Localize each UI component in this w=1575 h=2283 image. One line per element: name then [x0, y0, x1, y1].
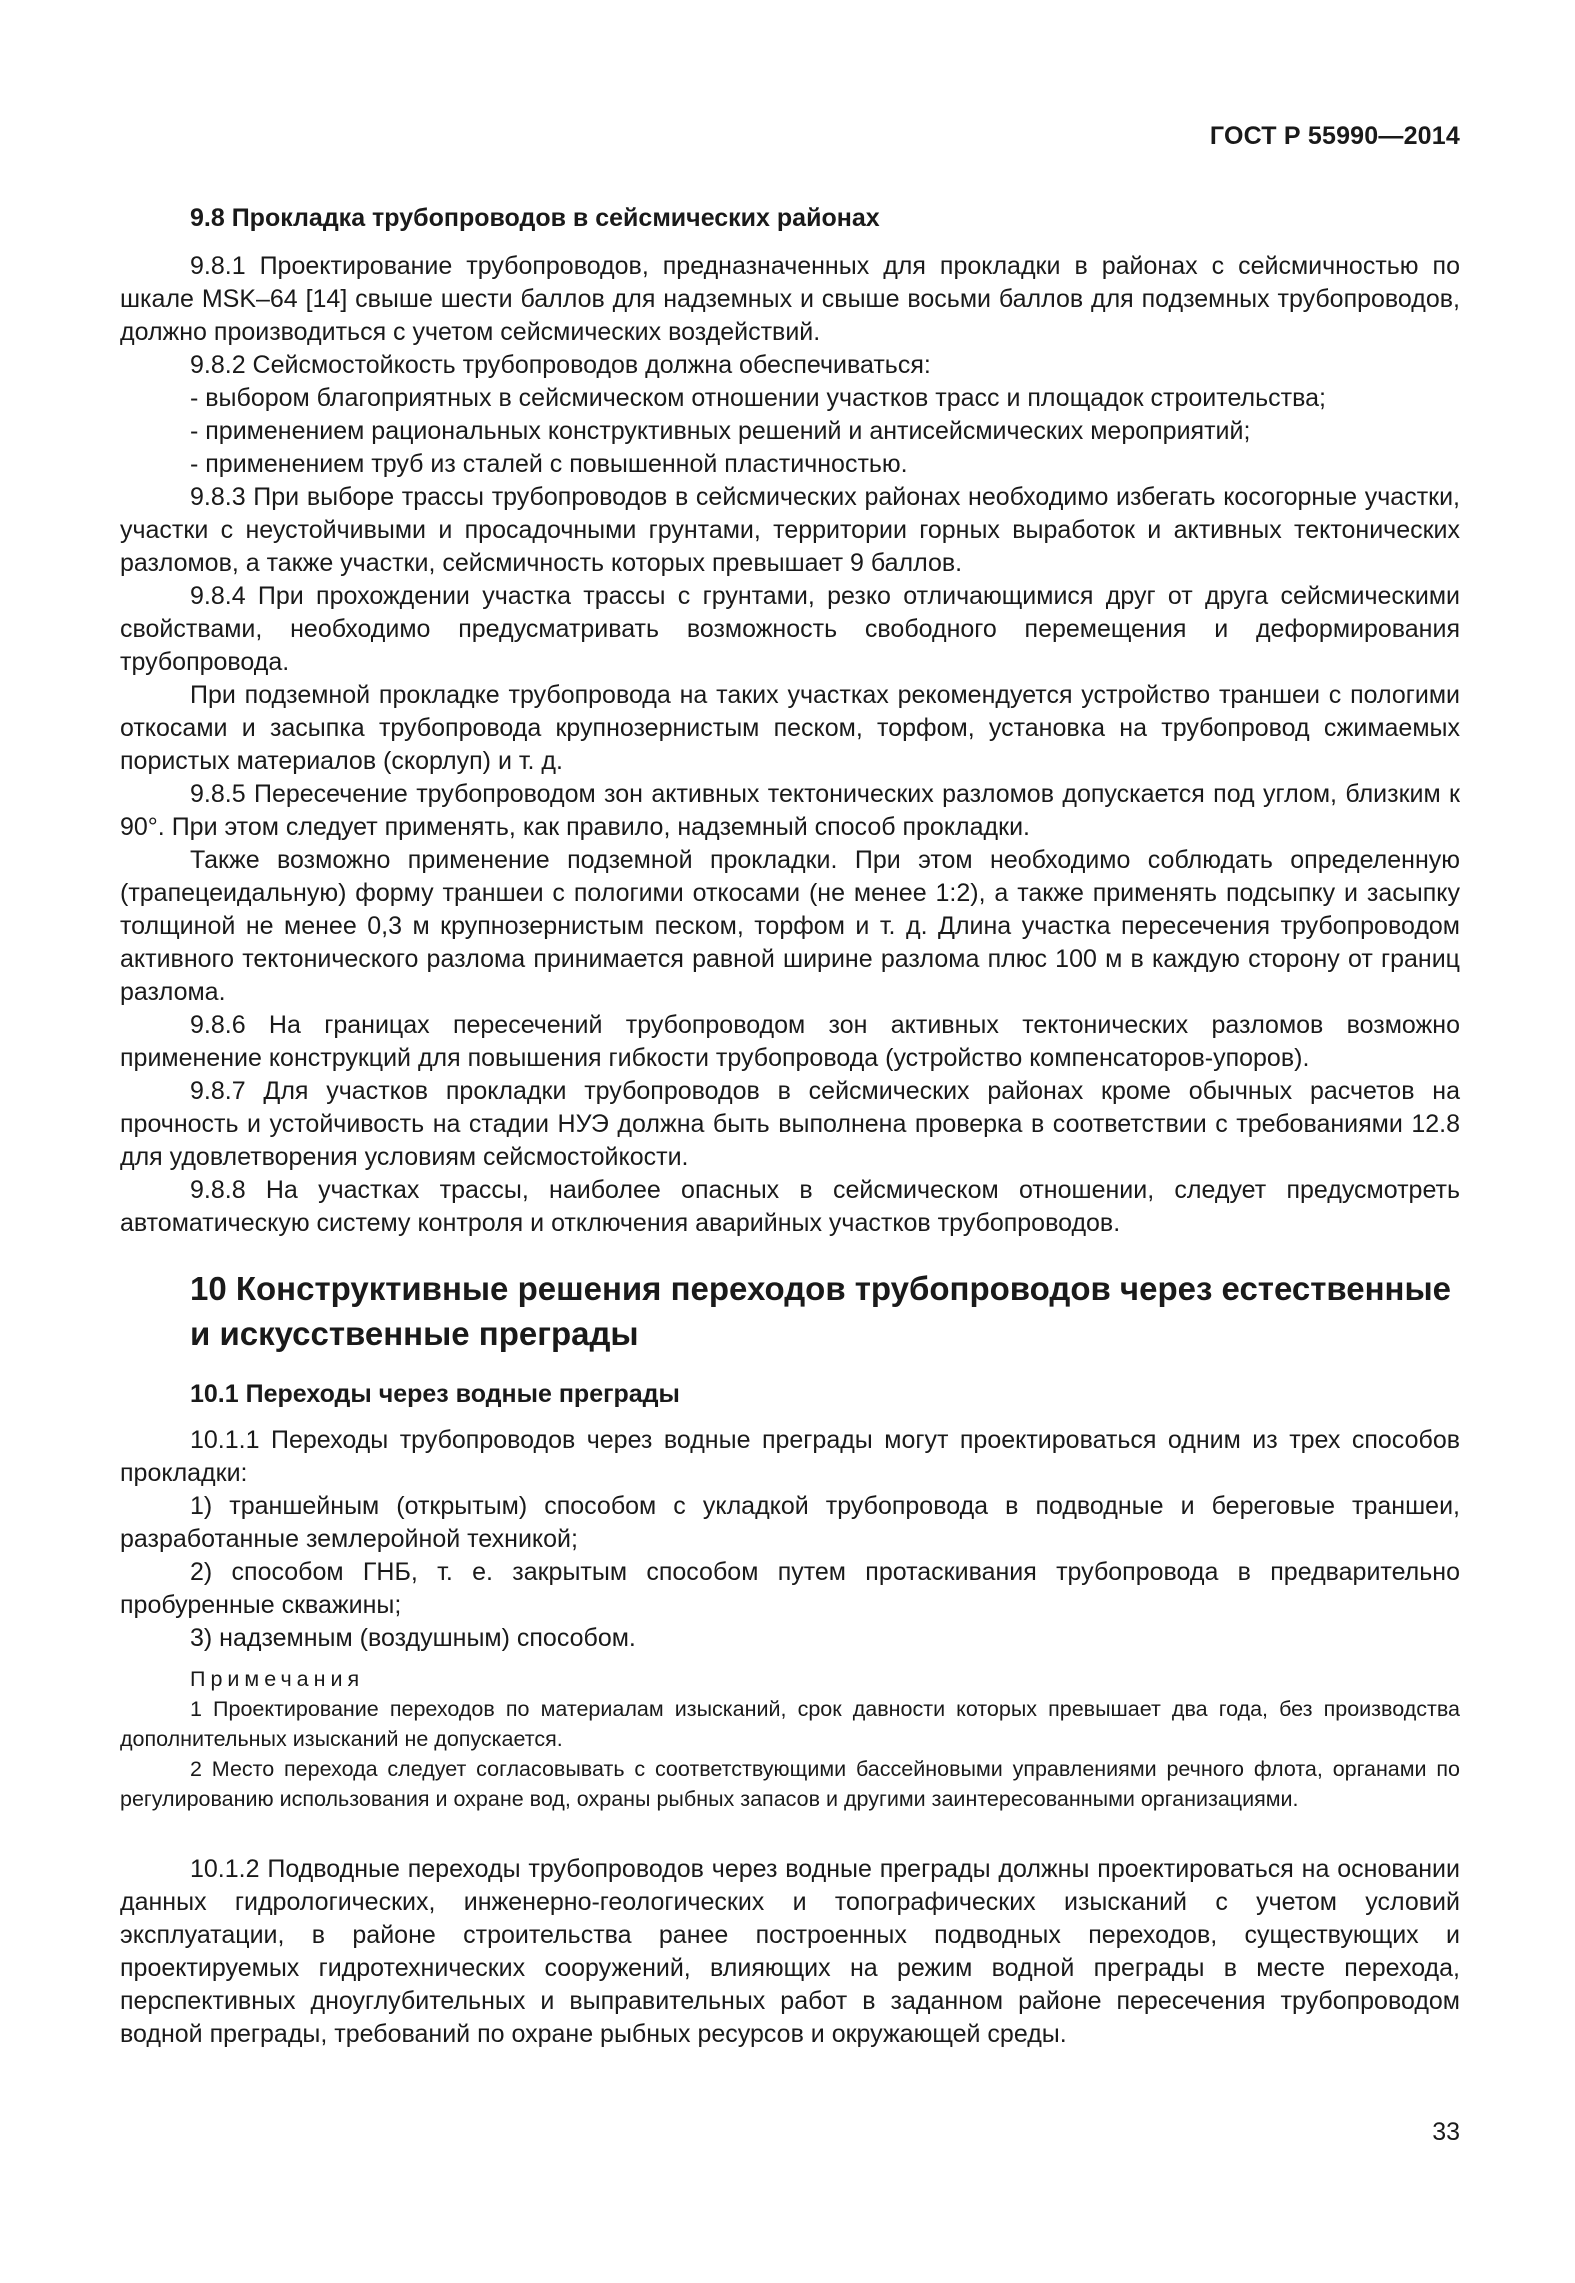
list-item: 2) способом ГНБ, т. е. закрытым способом путем протаскивания трубопровода в предварительно пробуренные скважины; [120, 1558, 1460, 1619]
paragraph-9-8-1: 9.8.1 Проектирование трубопроводов, предназначенных для прокладки в районах с сейсмичностью по шкале MSK–64 [14] свыше шести баллов для надземных и свыше восьми баллов для подземных трубопроводов, должно производиться с учетом сейсмических воздействий. [120, 252, 1460, 346]
paragraph-9-8-2: 9.8.2 Сейсмостойкость трубопроводов должна обеспечиваться: [190, 351, 931, 379]
section-10-heading: 10 Конструктивные решения переходов трубопроводов через естественные и искусственные преграды [190, 1270, 1451, 1352]
section-10-1-body [120, 1424, 1460, 1655]
notes-block [120, 1664, 1460, 1814]
note-item: 1 Проектирование переходов по материалам изысканий, срок давности которых превышает два года, без производства дополнительных изысканий не допускается. [120, 1697, 1460, 1751]
paragraph-10-1-2: 10.1.2 Подводные переходы трубопроводов через водные преграды должны проектироваться на основании данных гидрологических, инженерно-геологических и топографических изысканий с учетом условий эксплуатации, в районе строительства ранее построенных подводных переходов, существующих и проектируемых гидротехнических сооружений, влияющих на режим водной преграды в месте перехода, перспективных дноуглубительных и выправительных работ в заданном районе пересечения трубопроводом водной преграды, требований по охране рыбных ресурсов и окружающей среды. [120, 1855, 1460, 2048]
paragraph-10-1-1: 10.1.1 Переходы трубопроводов через водные преграды могут проектироваться одним из трех способов прокладки: [120, 1426, 1460, 1487]
paragraph-9-8-4-cont: При подземной прокладке трубопровода на таких участках рекомендуется устройство траншеи с пологими откосами и засыпка трубопровода крупнозернистым песком, торфом, установка на трубопровод сжимаемых пористых материалов (скорлуп) и т. д. [120, 681, 1460, 775]
document-code: ГОСТ Р 55990—2014 [1209, 122, 1460, 150]
page-number: 33 [1432, 2118, 1460, 2146]
section-10-1-heading: 10.1 Переходы через водные преграды [190, 1380, 680, 1408]
list-item: - применением труб из сталей с повышенной пластичностью. [190, 450, 908, 478]
section-9-8-body [120, 250, 1460, 1240]
paragraph-9-8-5-cont: Также возможно применение подземной прокладки. При этом необходимо соблюдать определенную (трапецеидальную) форму траншеи с пологими откосами (не менее 1:2), а также применять подсыпку и засыпку толщиной не менее 0,3 м крупнозернистым песком, торфом и т. д. Длина участка пересечения трубопроводом активного тектонического разлома принимается равной ширине разлома плюс 100 м в каждую сторону от границ разлома. [120, 846, 1460, 1006]
paragraph-9-8-6: 9.8.6 На границах пересечений трубопроводом зон активных тектонических разломов возможно применение конструкций для повышения гибкости трубопровода (устройство компенсаторов-упоров). [120, 1011, 1460, 1072]
list-item: 1) траншейным (открытым) способом с укладкой трубопровода в подводные и береговые траншеи, разработанные землеройной техникой; [120, 1492, 1460, 1553]
section-9-8-heading: 9.8 Прокладка трубопроводов в сейсмических районах [190, 204, 880, 232]
paragraph-9-8-4: 9.8.4 При прохождении участка трассы с грунтами, резко отличающимися друг от друга сейсмическими свойствами, необходимо предусматривать возможность свободного перемещения и деформирования трубопровода. [120, 582, 1460, 676]
list-item: - применением рациональных конструктивных решений и антисейсмических мероприятий; [190, 417, 1251, 445]
paragraph-10-1-2-block [120, 1853, 1460, 2051]
list-item: 3) надземным (воздушным) способом. [190, 1624, 636, 1652]
paragraph-9-8-3: 9.8.3 При выборе трассы трубопроводов в сейсмических районах необходимо избегать косогорные участки, участки с неустойчивыми и просадочными грунтами, территории горных выработок и активных тектонических разломов, а также участки, сейсмичность которых превышает 9 баллов. [120, 483, 1460, 577]
note-item: 2 Место перехода следует согласовывать с соответствующими бассейновыми управлениями речного флота, органами по регулированию использования и охране вод, охраны рыбных запасов и другими заинтересованными организациями. [120, 1757, 1460, 1811]
notes-title: Примечания [190, 1667, 365, 1691]
paragraph-9-8-5: 9.8.5 Пересечение трубопроводом зон активных тектонических разломов допускается под углом, близким к 90°. При этом следует применять, как правило, надземный способ прокладки. [120, 780, 1460, 841]
list-item: - выбором благоприятных в сейсмическом отношении участков трасс и площадок строительства; [190, 384, 1326, 412]
paragraph-9-8-7: 9.8.7 Для участков прокладки трубопроводов в сейсмических районах кроме обычных расчетов на прочность и устойчивость на стадии НУЭ должна быть выполнена проверка в соответствии с требованиями 12.8 для удовлетворения условиям сейсмостойкости. [120, 1077, 1460, 1171]
paragraph-9-8-8: 9.8.8 На участках трассы, наиболее опасных в сейсмическом отношении, следует предусмотреть автоматическую систему контроля и отключения аварийных участков трубопроводов. [120, 1176, 1460, 1237]
